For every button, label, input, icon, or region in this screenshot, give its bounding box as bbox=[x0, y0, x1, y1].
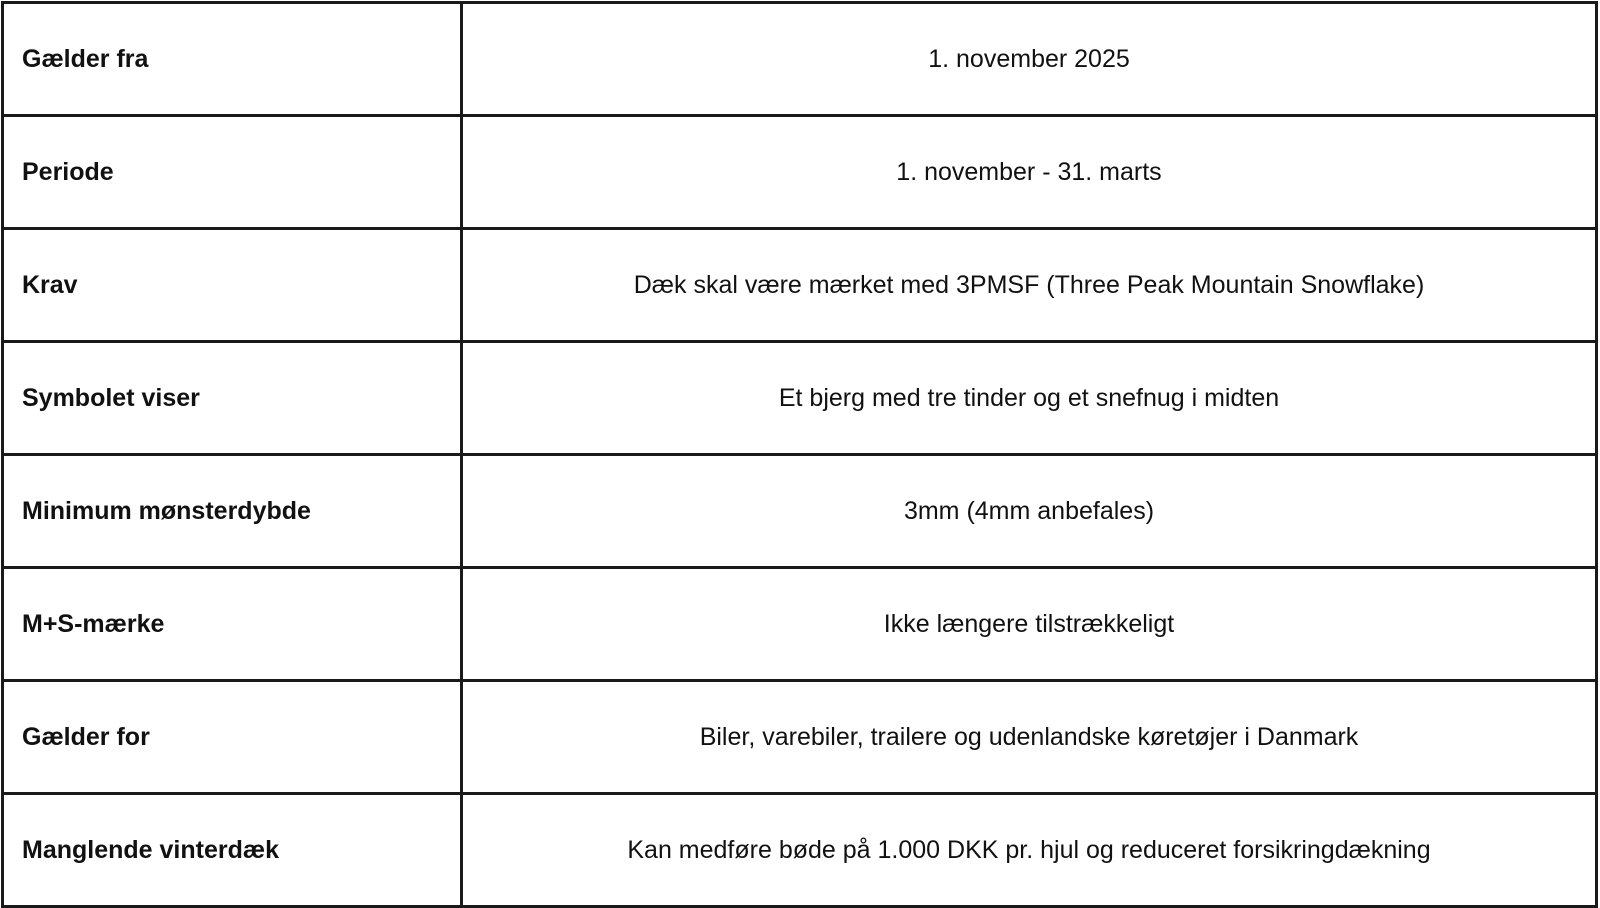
table-row bbox=[3, 455, 1597, 568]
row-value: Kan medføre bøde på 1.000 DKK pr. hjul og reduceret forsikringdækning bbox=[462, 794, 1597, 907]
table-row bbox=[3, 681, 1597, 794]
row-value: Dæk skal være mærket med 3PMSF (Three Peak Mountain Snowflake) bbox=[462, 229, 1597, 342]
row-label: Gælder fra bbox=[3, 3, 462, 116]
row-label: M+S-mærke bbox=[3, 568, 462, 681]
row-value: Biler, varebiler, trailere og udenlandske køretøjer i Danmark bbox=[462, 681, 1597, 794]
table-row bbox=[3, 116, 1597, 229]
row-value: 1. november 2025 bbox=[462, 3, 1597, 116]
row-label: Symbolet viser bbox=[3, 342, 462, 455]
table-row bbox=[3, 794, 1597, 907]
winter-tire-rules-table bbox=[1, 1, 1598, 908]
table-row bbox=[3, 342, 1597, 455]
row-label: Minimum mønsterdybde bbox=[3, 455, 462, 568]
row-value: 1. november - 31. marts bbox=[462, 116, 1597, 229]
table-row bbox=[3, 568, 1597, 681]
row-value: Ikke længere tilstrækkeligt bbox=[462, 568, 1597, 681]
row-label: Manglende vinterdæk bbox=[3, 794, 462, 907]
row-value: 3mm (4mm anbefales) bbox=[462, 455, 1597, 568]
table-row bbox=[3, 3, 1597, 116]
row-label: Periode bbox=[3, 116, 462, 229]
row-label: Krav bbox=[3, 229, 462, 342]
row-value: Et bjerg med tre tinder og et snefnug i midten bbox=[462, 342, 1597, 455]
row-label: Gælder for bbox=[3, 681, 462, 794]
table-row bbox=[3, 229, 1597, 342]
